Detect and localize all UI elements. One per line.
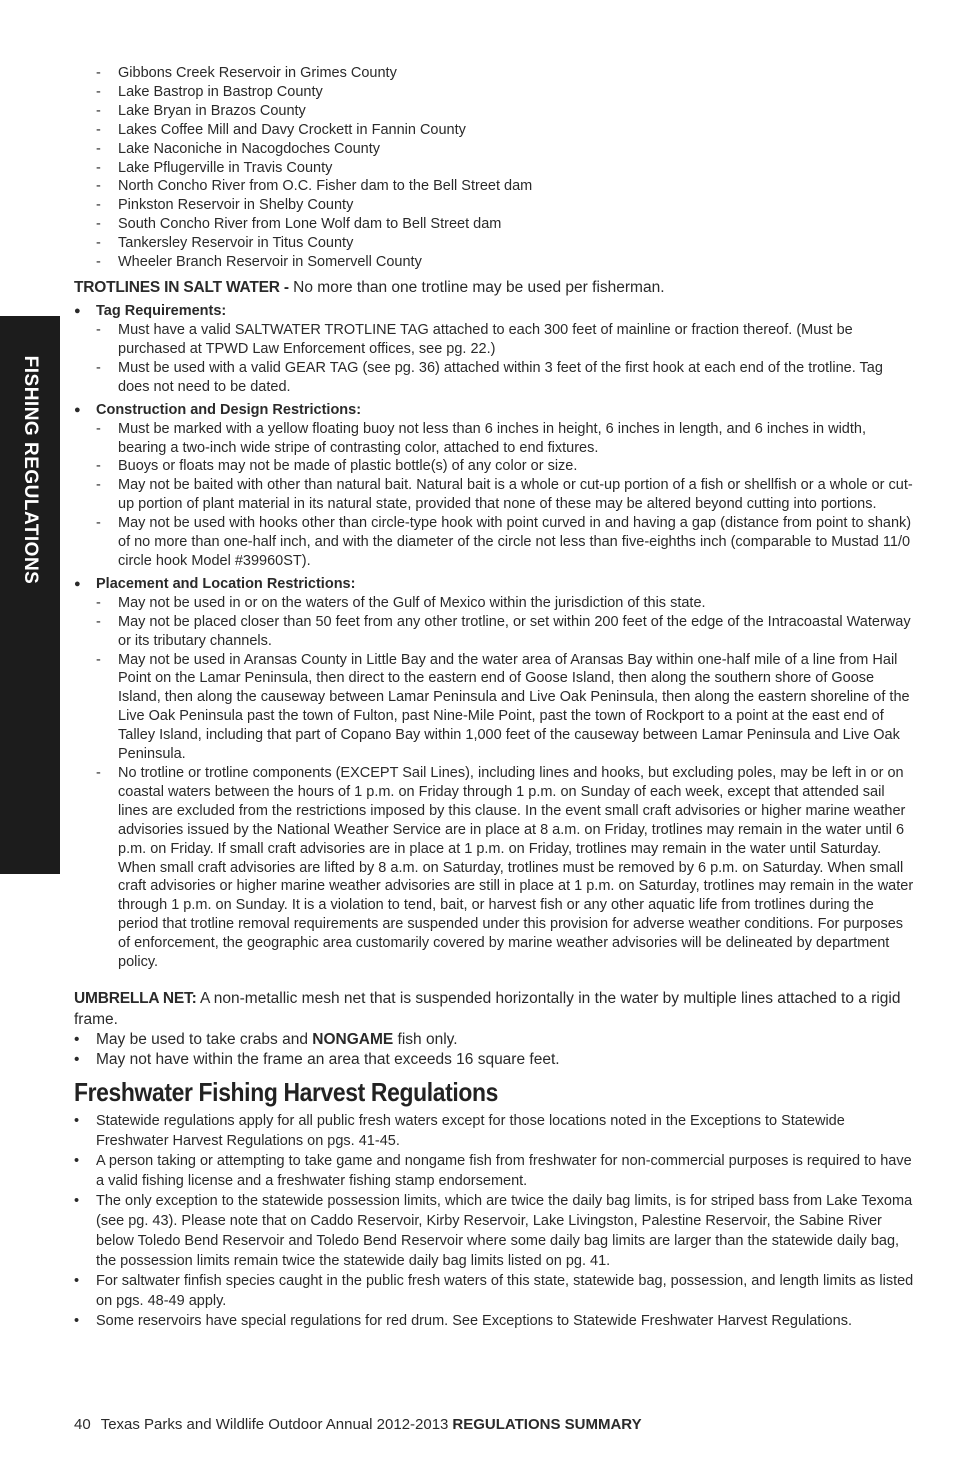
list-item: - Lake Bastrop in Bastrop County <box>96 83 914 102</box>
page-number: 40 <box>74 1416 91 1433</box>
list-item: - Tankersley Reservoir in Titus County <box>96 234 914 253</box>
side-tab-label: FISHING REGULATIONS <box>20 355 41 585</box>
list-item: - Wheeler Branch Reservoir in Somervell County <box>96 253 914 272</box>
nongame-emphasis: NONGAME <box>312 1030 394 1048</box>
footer-section-label: REGULATIONS SUMMARY <box>452 1416 642 1433</box>
list-item: - No trotline or trotline components (EXCEPT Sail Lines), including lines and hooks, but excluding poles, may be left in or on coastal waters between the hours of 1 p.m. on Friday through 1 p.m. on Sunday of each week, except that attended sail lines are excluded from the restrictions imposed by this clause. In the event small craft advisories or higher marine weather advisories issued by the National Weather Service are in place at 8 a.m. on Friday, trotlines may remain in the water until 6 p.m. on Friday. If small craft advisories are in place at 1 p.m. on Friday, trotlines may remain in the water until Saturday. When small craft advisories are lifted by 8 a.m. on Saturday, trotlines must be removed by 6 p.m. on Saturday. When small craft advisories or higher marine weather advisories are still in place at 1 p.m. on Saturday, trotlines may remain in the water through 1 p.m. on Sunday. It is a violation to tend, bait, or harvest fish or any other aquatic life from trotlines during the period that trotline removal requirements are suspended under this provision for adverse weather conditions. For purposes of enforcement, the geographic area customarily covered by marine weather advisories will be delineated by department policy. <box>96 764 914 972</box>
trotlines-section <box>74 278 914 298</box>
list-item: • For saltwater finfish species caught in the public fresh waters of this state, statewide bag, possession, and length limits as listed on pgs. 48-49 apply. <box>74 1271 914 1311</box>
list-item: - May not be used in or on the waters of the Gulf of Mexico within the jurisdiction of this state. <box>96 594 914 613</box>
list-item: - May not be used with hooks other than circle-type hook with point curved in and having a gap (distance from point to shank) of no more than one-half inch, and with the diameter of the circle not less than five-eighths inch (comparable to Mustad 11/0 circle hook Model #39960ST). <box>96 514 914 571</box>
list-item: - Lake Bryan in Brazos County <box>96 102 914 121</box>
list-item: • Some reservoirs have special regulations for red drum. See Exceptions to Statewide Freshwater Harvest Regulations. <box>74 1311 914 1331</box>
list-item: - Buoys or floats may not be made of plastic bottle(s) of any color or size. <box>96 457 914 476</box>
placement-restrictions-list <box>74 594 914 972</box>
tag-requirements-list <box>74 321 914 397</box>
list-item: - Must be used with a valid GEAR TAG (see pg. 36) attached within 3 feet of the first hook at each end of the trotline. Tag does not need to be dated. <box>96 359 914 397</box>
construction-restrictions-heading: ● Construction and Design Restrictions: <box>74 400 914 420</box>
page-content <box>74 64 914 1331</box>
water-body-list <box>74 64 914 272</box>
placement-restrictions-heading: ● Placement and Location Restrictions: <box>74 574 914 594</box>
list-item: • May not have within the frame an area that exceeds 16 square feet. <box>74 1050 914 1071</box>
list-item: - Must have a valid SALTWATER TROTLINE TAG attached to each 300 feet of mainline or fraction thereof. (Must be purchased at TPWD Law Enforcement offices, see pg. 22.) <box>96 321 914 359</box>
list-item: • A person taking or attempting to take game and nongame fish from freshwater for non-commercial purposes is required to have a valid fishing license and a freshwater fishing stamp endorsement. <box>74 1151 914 1191</box>
list-item: - May not be used in Aransas County in Little Bay and the water area of Aransas Bay within one-half mile of a line from Hail Point on the Lamar Peninsula, then direct to the eastern end of Goose Island, then along the southern shore of Goose Island, then along the causeway between Lamar Peninsula and Live Oak Peninsula, then along the eastern shoreline of the Live Oak Peninsula past the town of Fulton, past Nine-Mile Point, past the town of Rockport to a point at the east end of Talley Island, including that part of Copano Bay within 1,000 feet of the causeway between Lamar Peninsula and Live Oak Peninsula. <box>96 651 914 764</box>
list-item: - Lakes Coffee Mill and Davy Crockett in Fannin County <box>96 121 914 140</box>
list-item: • May be used to take crabs and NONGAME fish only. <box>74 1030 914 1051</box>
list-item: - Gibbons Creek Reservoir in Grimes County <box>96 64 914 83</box>
trotlines-text: No more than one trotline may be used per fisherman. <box>288 278 665 296</box>
tag-requirements-heading: ● Tag Requirements: <box>74 301 914 321</box>
umbrella-net-text: A non-metallic mesh net that is suspended horizontally in the water by multiple lines attached to a rigid frame. <box>74 989 901 1028</box>
list-item: - South Concho River from Lone Wolf dam to Bell Street dam <box>96 215 914 234</box>
list-item: - Pinkston Reservoir in Shelby County <box>96 196 914 215</box>
list-item: - Lake Pflugerville in Travis County <box>96 159 914 178</box>
page-footer <box>74 1416 642 1433</box>
trotlines-heading: TROTLINES IN SALT WATER - <box>74 278 289 296</box>
list-item: - Must be marked with a yellow floating buoy not less than 6 inches in height, 6 inches in length, and 6 inches in width, bearing a two-inch wide stripe of contrasting color, attached to end fixtures. <box>96 420 914 458</box>
umbrella-net-heading: UMBRELLA NET: <box>74 989 197 1007</box>
list-item: - North Concho River from O.C. Fisher dam to the Bell Street dam <box>96 177 914 196</box>
construction-restrictions-list <box>74 420 914 571</box>
list-item: - Lake Naconiche in Nacogdoches County <box>96 140 914 159</box>
umbrella-net-list <box>74 1030 914 1071</box>
list-item: • Statewide regulations apply for all public fresh waters except for those locations noted in the Exceptions to Statewide Freshwater Harvest Regulations on pgs. 41-45. <box>74 1111 914 1151</box>
umbrella-net-section <box>74 988 914 1030</box>
freshwater-list <box>74 1111 914 1331</box>
list-item: - May not be placed closer than 50 feet from any other trotline, or set within 200 feet of the edge of the Intracoastal Waterway or its tributary channels. <box>96 613 914 651</box>
list-item: - May not be baited with other than natural bait. Natural bait is a whole or cut-up portion of a fish or shellfish or a whole or cut-up portion of plant material in its natural state, provided that none of these may be altered beyond cutting into portions. <box>96 476 914 514</box>
list-item: • The only exception to the statewide possession limits, which are twice the daily bag limits, is for striped bass from Lake Texoma (see pg. 43). Please note that on Caddo Reservoir, Kirby Reservoir, Lake Livingston, Palestine Reservoir, the Sabine River below Toledo Bend Reservoir and Toledo Bend Reservoir where some daily bag limits are larger than the statewide daily bag, the possession limits remain twice the statewide daily bag limits listed on pg. 41. <box>74 1191 914 1271</box>
freshwater-heading: Freshwater Fishing Harvest Regulations <box>74 1076 498 1107</box>
footer-title: Texas Parks and Wildlife Outdoor Annual 2012-2013 <box>100 1416 449 1433</box>
